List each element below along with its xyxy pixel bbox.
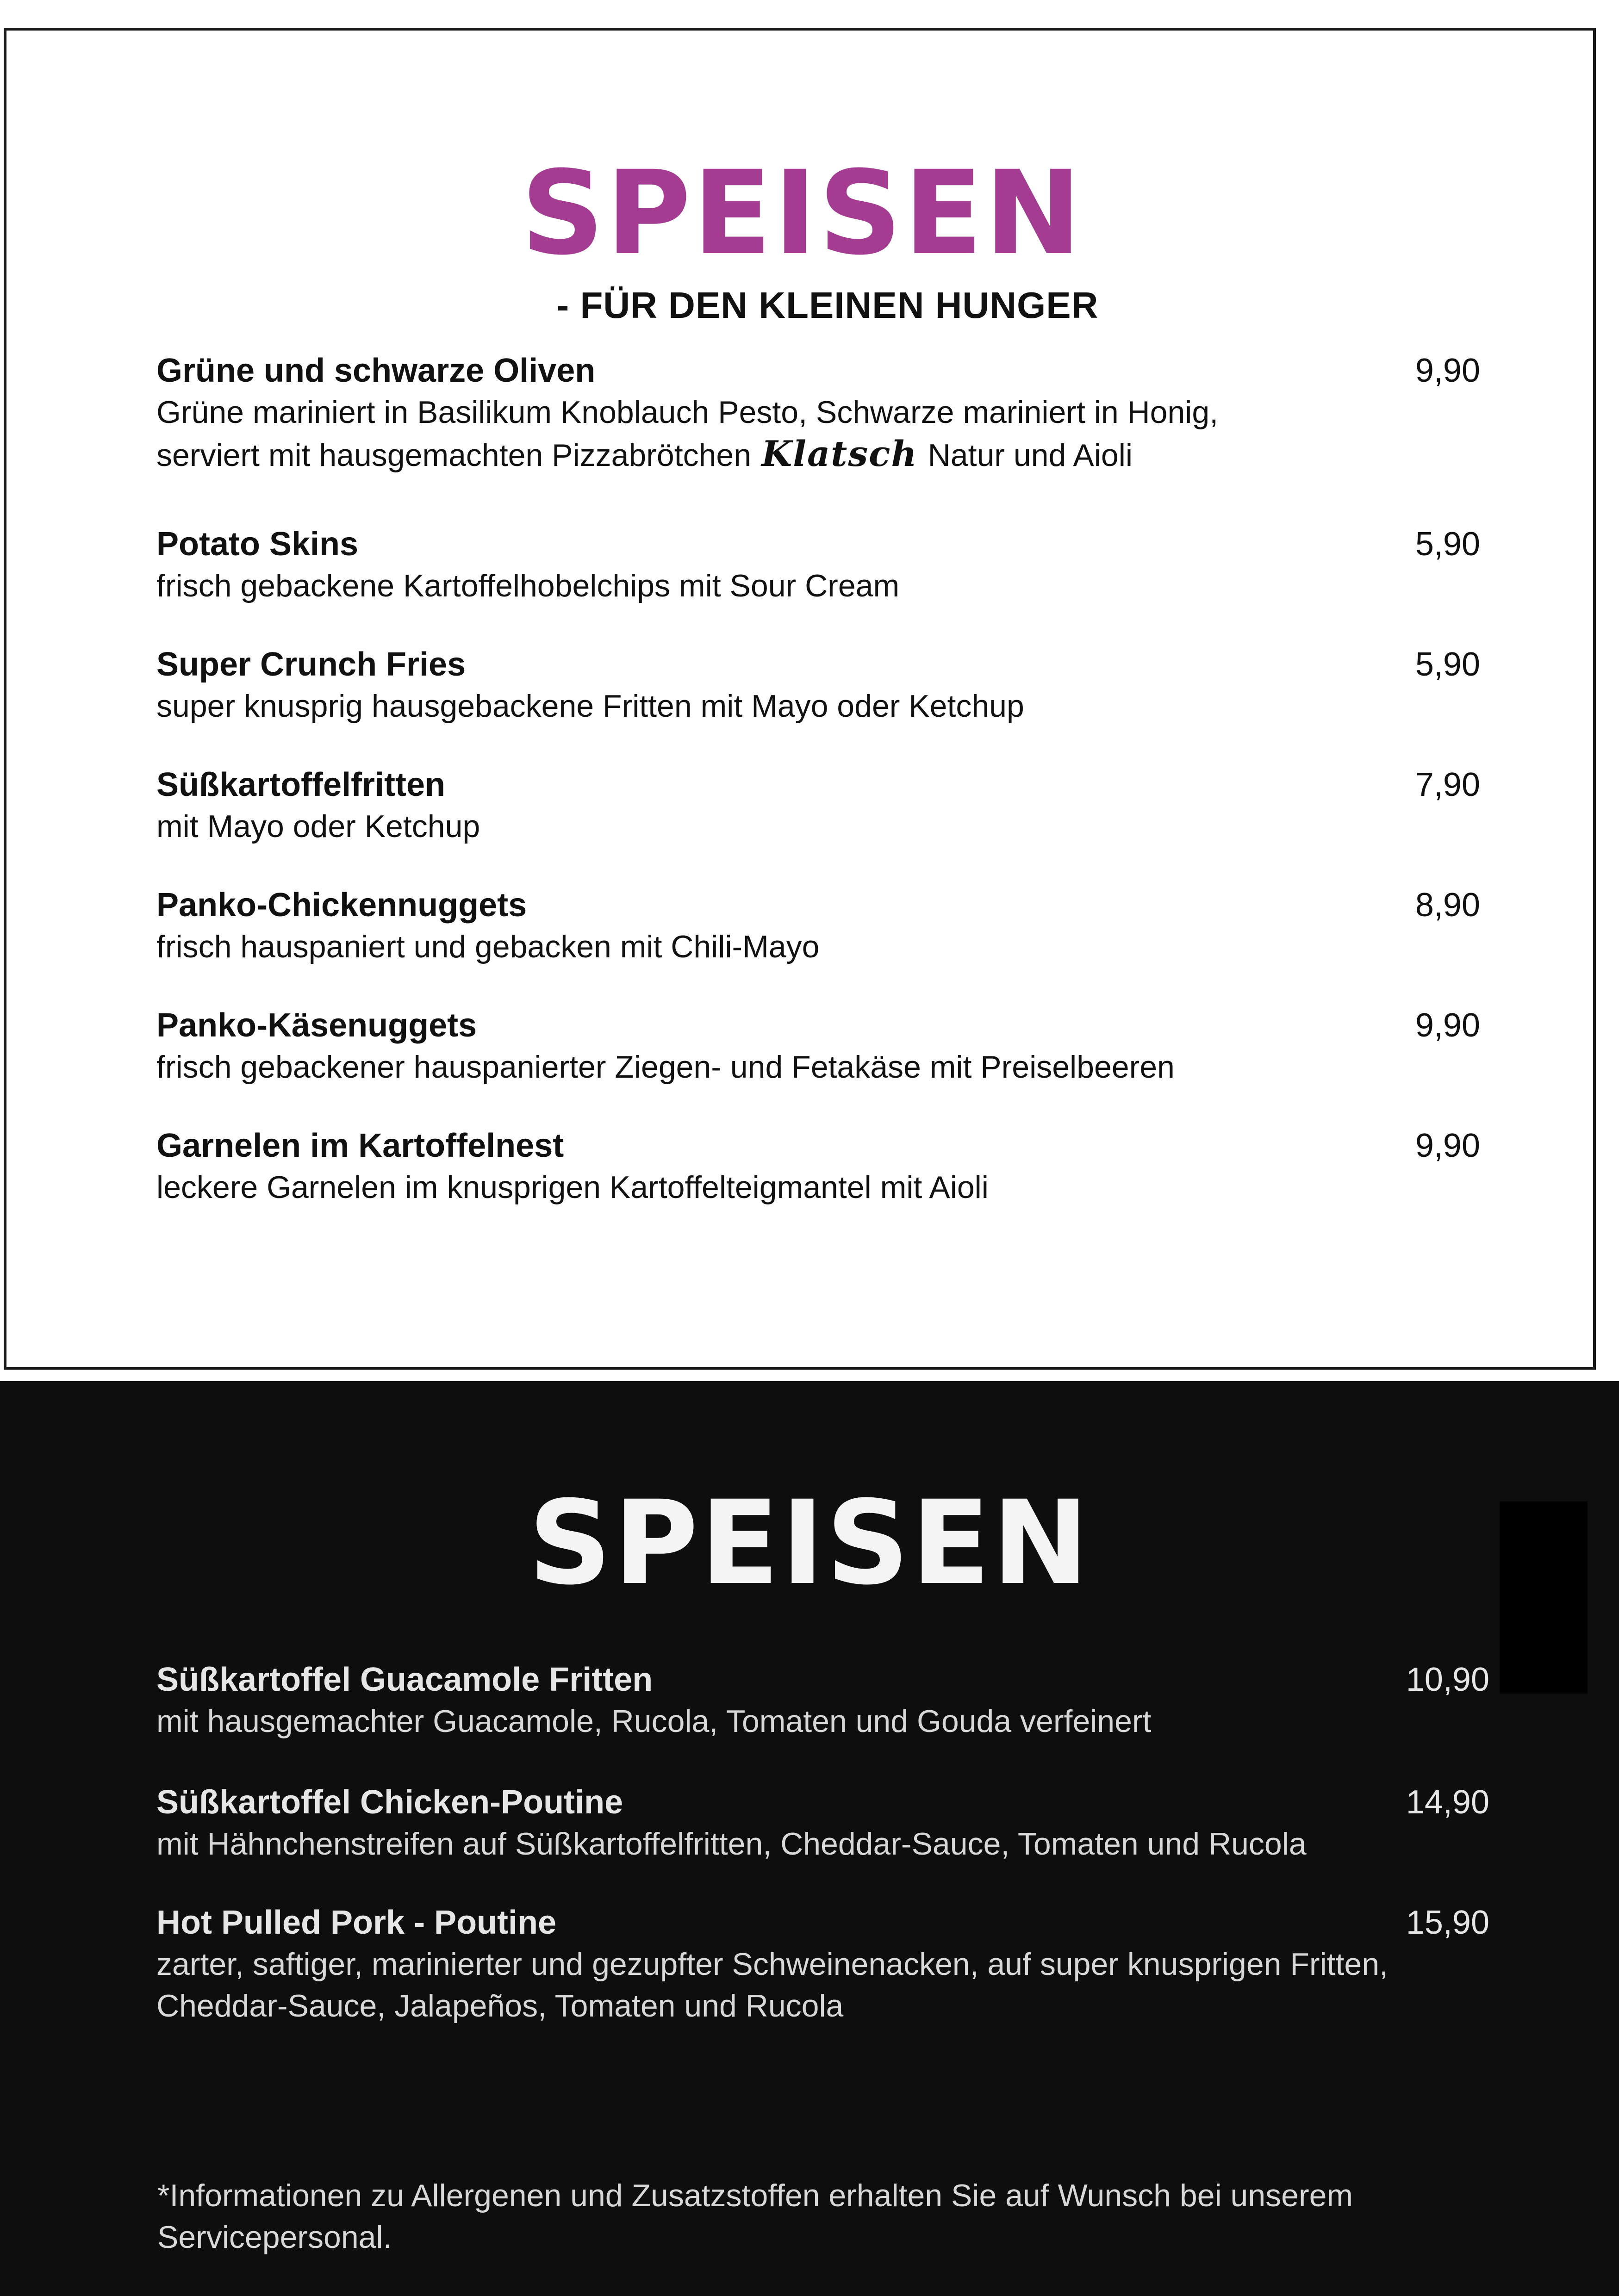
menu-item <box>156 1125 1480 1208</box>
menu-item <box>156 350 1480 476</box>
item-description: super knusprig hausgebackene Fritten mit Mayo oder Ketchup <box>156 689 1024 724</box>
brand-logo-klatsch: Klatsch <box>761 433 918 474</box>
item-price: 8,90 <box>1415 887 1480 924</box>
item-name: Panko-Chickennuggets <box>156 887 527 924</box>
item-price: 10,90 <box>1406 1661 1489 1698</box>
item-price: 5,90 <box>1415 526 1480 563</box>
item-price: 5,90 <box>1415 646 1480 683</box>
item-name: Süßkartoffelfritten <box>156 766 446 803</box>
menu-item <box>156 1781 1489 1865</box>
item-price: 9,90 <box>1415 352 1480 389</box>
item-name: Potato Skins <box>156 526 359 563</box>
item-description: leckere Garnelen im knusprigen Kartoffelteigmantel mit Aioli <box>156 1170 989 1205</box>
allergen-footnote: *Informationen zu Allergenen und Zusatzstoffen erhalten Sie auf Wunsch bei unserem Servicepersonal. <box>157 2178 1353 2255</box>
menu-item <box>156 644 1480 727</box>
redaction-box <box>1500 1502 1588 1694</box>
item-description: mit hausgemachter Guacamole, Rucola, Tomaten und Gouda verfeinert <box>156 1704 1152 1739</box>
item-name: Grüne und schwarze Oliven <box>156 352 596 389</box>
item-description: frisch gebackene Kartoffelhobelchips mit Sour Cream <box>156 568 900 603</box>
item-description <box>156 433 1480 476</box>
menu-item <box>156 523 1480 607</box>
item-description-part: serviert mit hausgemachten Pizzabrötchen <box>156 438 752 473</box>
item-description-part: Natur und Aioli <box>928 438 1133 473</box>
bottom-section-title: SPEISEN <box>528 1476 1091 1610</box>
item-description: mit Hähnchenstreifen auf Süßkartoffelfritten, Cheddar-Sauce, Tomaten und Rucola <box>156 1826 1307 1862</box>
item-name: Hot Pulled Pork - Poutine <box>156 1904 557 1941</box>
item-price: 9,90 <box>1415 1127 1480 1164</box>
item-description: frisch gebackener hauspanierter Ziegen- und Fetakäse mit Preiselbeeren <box>156 1049 1175 1085</box>
top-section-subtitle: - FÜR DEN KLEINEN HUNGER <box>556 285 1099 326</box>
item-description: zarter, saftiger, marinierter und gezupfter Schweinenacken, auf super knusprigen Fritten, Cheddar-Sauce, Jalapeños, Tomaten und Rucola <box>156 1947 1388 2023</box>
item-description: Grüne mariniert in Basilikum Knoblauch Pesto, Schwarze mariniert in Honig, <box>156 395 1219 430</box>
item-price: 14,90 <box>1406 1784 1489 1821</box>
item-name: Super Crunch Fries <box>156 646 466 683</box>
item-name: Süßkartoffel Chicken-Poutine <box>156 1784 623 1821</box>
menu-item <box>156 1659 1489 1742</box>
item-name: Süßkartoffel Guacamole Fritten <box>156 1661 653 1698</box>
menu-item <box>156 764 1480 847</box>
menu-item <box>156 1005 1480 1088</box>
item-price: 7,90 <box>1415 766 1480 803</box>
menu-item <box>156 1902 1489 2027</box>
top-section-title: SPEISEN <box>521 146 1083 280</box>
item-name: Garnelen im Kartoffelnest <box>156 1127 564 1164</box>
bottom-menu-panel <box>0 1381 1619 2296</box>
top-menu-panel <box>4 28 1596 1370</box>
item-name: Panko-Käsenuggets <box>156 1007 477 1044</box>
menu-item <box>156 884 1480 968</box>
item-description: mit Mayo oder Ketchup <box>156 809 480 844</box>
item-price: 15,90 <box>1406 1904 1489 1941</box>
item-description: frisch hauspaniert und gebacken mit Chili-Mayo <box>156 929 820 964</box>
item-price: 9,90 <box>1415 1007 1480 1044</box>
